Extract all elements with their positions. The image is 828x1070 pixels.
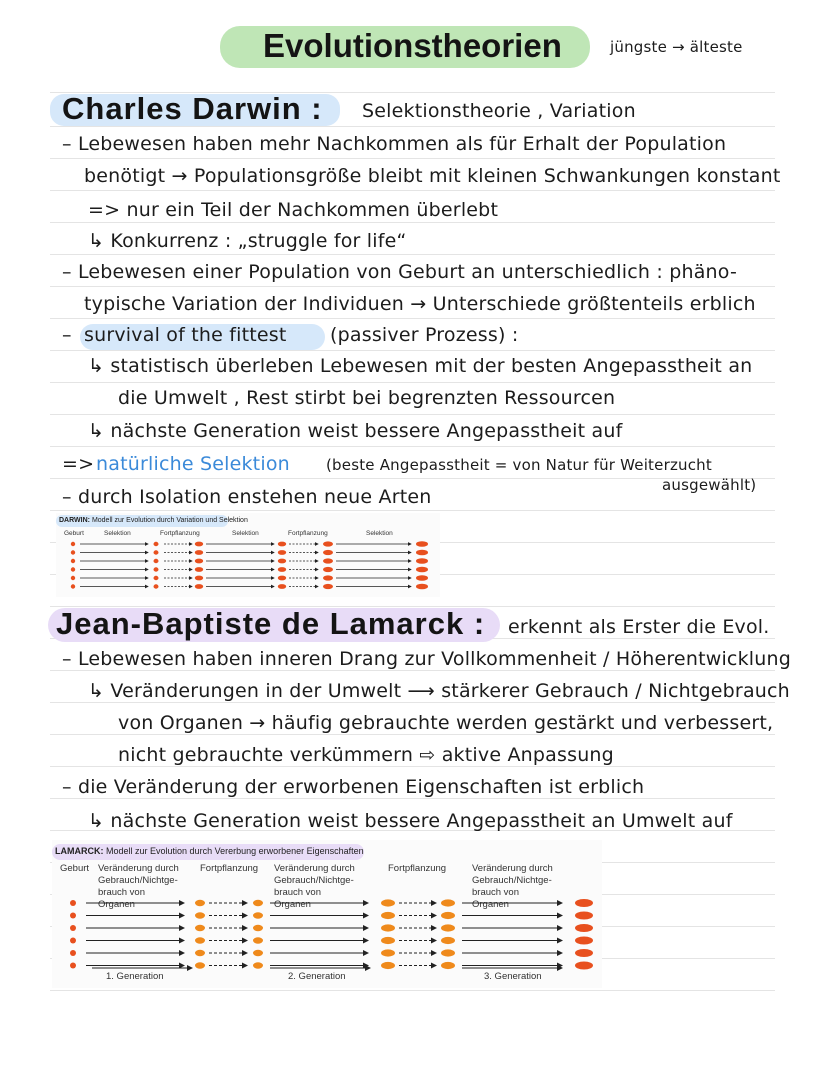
darwin-line-6: typische Variation der Individuen → Unterschiede größtenteils erblich — [84, 293, 756, 315]
lamarck-stage-4: Veränderung durch Gebrauch/Nichtge-brauch von Organen — [274, 863, 355, 910]
lamarck-organism — [441, 899, 455, 906]
darwin-organism — [154, 559, 159, 563]
lamarck-stage-2: Veränderung durch Gebrauch/Nichtge-brauch von Organen — [98, 863, 179, 910]
lamarck-organism — [381, 962, 395, 969]
darwin-organism — [71, 542, 75, 546]
lamarck-organism — [253, 962, 263, 968]
lamarck-organism — [195, 937, 205, 943]
darwin-organism — [71, 584, 75, 588]
lamarck-organism — [441, 962, 455, 969]
lamarck-organism — [195, 900, 205, 906]
darwin-line-5: – Lebewesen einer Population von Geburt an unterschiedlich : phäno- — [62, 261, 738, 283]
lamarck-organism — [195, 950, 205, 956]
darwin-organism — [416, 575, 428, 581]
lamarck-organism — [253, 900, 263, 906]
darwin-diagram — [56, 513, 440, 597]
darwin-organism — [154, 584, 159, 588]
darwin-organism — [195, 559, 203, 564]
order-note: jüngste → älteste — [610, 38, 743, 56]
darwin-subtitle: Selektionstheorie , Variation — [362, 100, 636, 122]
darwin-organism — [71, 576, 75, 580]
darwin-stage-3: Fortpflanzung — [160, 530, 200, 537]
lamarck-organism — [195, 912, 205, 918]
lamarck-organism — [575, 912, 593, 920]
darwin-organism — [154, 542, 159, 546]
lamarck-organism — [70, 900, 76, 906]
survival-of-the-fittest: survival of the fittest — [84, 324, 287, 346]
lamarck-stage-3: Fortpflanzung — [200, 863, 259, 874]
lamarck-heading: Jean-Baptiste de Lamarck : — [56, 606, 486, 641]
darwin-organism — [195, 576, 203, 581]
lamarck-line-1: – Lebewesen haben inneren Drang zur Vollkommenheit / Höherentwicklung — [62, 648, 792, 670]
darwin-organism — [416, 550, 428, 556]
lamarck-organism — [441, 949, 455, 956]
darwin-organism — [154, 576, 159, 580]
lamarck-organism — [575, 962, 593, 970]
darwin-stage-5: Fortpflanzung — [288, 530, 328, 537]
darwin-line-2: benötigt → Populationsgröße bleibt mit kleinen Schwankungen konstant — [84, 165, 781, 187]
darwin-organism — [154, 550, 159, 554]
darwin-organism — [416, 584, 428, 590]
lamarck-organism — [195, 962, 205, 968]
lamarck-line-3: von Organen → häufig gebrauchte werden gestärkt und verbessert, — [118, 712, 774, 734]
lamarck-organism — [575, 949, 593, 957]
darwin-organism — [323, 584, 333, 589]
natural-selection: natürliche Selektion — [96, 453, 290, 475]
lamarck-organism — [441, 924, 455, 931]
lamarck-organism — [253, 912, 263, 918]
darwin-line-3: => nur ein Teil der Nachkommen überlebt — [88, 199, 499, 221]
lamarck-organism — [253, 937, 263, 943]
implication-arrow: => — [62, 453, 95, 475]
generation-3: 3. Generation — [484, 971, 542, 982]
darwin-organism — [71, 559, 75, 563]
lamarck-line-4: nicht gebrauchte verkümmern ⇨ aktive Anpassung — [118, 744, 614, 766]
darwin-figure: DARWIN: Modell zur Evolution durch Variation und Selektion Geburt Selektion Fortpflanzung Selektion Fortpflanzung Selektion — [56, 513, 440, 597]
darwin-heading: Charles Darwin : — [62, 91, 323, 126]
darwin-organism — [278, 559, 286, 564]
darwin-organism — [278, 576, 286, 581]
darwin-note-2: ausgewählt) — [662, 476, 757, 494]
darwin-organism — [278, 550, 286, 555]
darwin-stage-2: Selektion — [104, 530, 131, 537]
lamarck-line-6: ↳ nächste Generation weist bessere Angepasstheit an Umwelt auf — [88, 810, 733, 832]
darwin-organism — [71, 550, 75, 554]
darwin-organism — [323, 550, 333, 555]
darwin-organism — [195, 550, 203, 555]
darwin-stage-4: Selektion — [232, 530, 259, 537]
lamarck-stage-6: Veränderung durch Gebrauch/Nichtge-brauch von Organen — [472, 863, 553, 910]
lamarck-organism — [441, 937, 455, 944]
generation-1: 1. Generation — [106, 971, 164, 982]
lamarck-organism — [381, 912, 395, 919]
lamarck-organism — [381, 937, 395, 944]
darwin-organism — [416, 558, 428, 564]
darwin-line-10: ↳ nächste Generation weist bessere Angepasstheit auf — [88, 420, 623, 442]
darwin-organism — [195, 567, 203, 572]
lamarck-figure: LAMARCK: Modell zur Evolution durch Vererbung erworbener Eigenschaften Geburt Veränderung durch Gebrauch/Nichtge-brauch von Organen Fortpflanzung Veränderung durch Gebrauch/Nichtge-brauch von Organen Fortpflanzung Veränderung durch Gebrauch/Nichtge-brauch von Organen 1. Generation 2. Generation 3. Generation — [52, 840, 602, 988]
lamarck-organism — [70, 913, 76, 919]
lamarck-organism — [381, 949, 395, 956]
darwin-line-8: ↳ statistisch überleben Lebewesen mit der besten Angepasstheit an — [88, 355, 753, 377]
darwin-organism — [416, 541, 428, 547]
lamarck-organism — [70, 925, 76, 931]
darwin-stage-6: Selektion — [366, 530, 393, 537]
lamarck-organism — [70, 938, 76, 944]
darwin-line-4: ↳ Konkurrenz : „struggle for life“ — [88, 230, 407, 252]
lamarck-organism — [575, 937, 593, 945]
darwin-organism — [195, 584, 203, 589]
darwin-line-15: – durch Isolation enstehen neue Arten — [62, 486, 432, 508]
passive-process: (passiver Prozess) : — [330, 324, 519, 346]
lamarck-line-5: – die Veränderung der erworbenen Eigenschaften ist erblich — [62, 776, 645, 798]
darwin-organism — [195, 542, 203, 547]
darwin-organism — [71, 567, 75, 571]
lamarck-subtitle: erkennt als Erster die Evol. — [508, 616, 770, 638]
lamarck-organism — [70, 963, 76, 969]
darwin-stage-1: Geburt — [64, 530, 84, 537]
darwin-organism — [416, 567, 428, 573]
lamarck-organism — [381, 899, 395, 906]
page-title: Evolutionstheorien — [263, 27, 562, 64]
darwin-organism — [278, 542, 286, 547]
darwin-organism — [278, 584, 286, 589]
darwin-organism — [154, 567, 159, 571]
darwin-line-9: die Umwelt , Rest stirbt bei begrenzten Ressourcen — [118, 387, 616, 409]
lamarck-organism — [575, 899, 593, 907]
darwin-organism — [278, 567, 286, 572]
darwin-line-1: – Lebewesen haben mehr Nachkommen als für Erhalt der Population — [62, 133, 727, 155]
lamarck-line-2: ↳ Veränderungen in der Umwelt ⟶ stärkerer Gebrauch / Nichtgebrauch — [88, 680, 790, 702]
lamarck-organism — [195, 925, 205, 931]
lamarck-diagram — [52, 840, 602, 988]
darwin-organism — [323, 567, 333, 572]
lamarck-organism — [441, 912, 455, 919]
darwin-organism — [323, 558, 333, 563]
darwin-dash-3: – — [62, 324, 72, 346]
lamarck-organism — [253, 950, 263, 956]
darwin-organism — [323, 575, 333, 580]
lamarck-organism — [70, 950, 76, 956]
lamarck-organism — [381, 924, 395, 931]
lamarck-organism — [253, 925, 263, 931]
darwin-organism — [323, 541, 333, 546]
generation-2: 2. Generation — [288, 971, 346, 982]
lamarck-stage-1: Geburt — [60, 863, 90, 874]
darwin-note: (beste Angepasstheit = von Natur für Weiterzucht — [326, 456, 712, 474]
lamarck-stage-5: Fortpflanzung — [388, 863, 447, 874]
lamarck-organism — [575, 924, 593, 932]
